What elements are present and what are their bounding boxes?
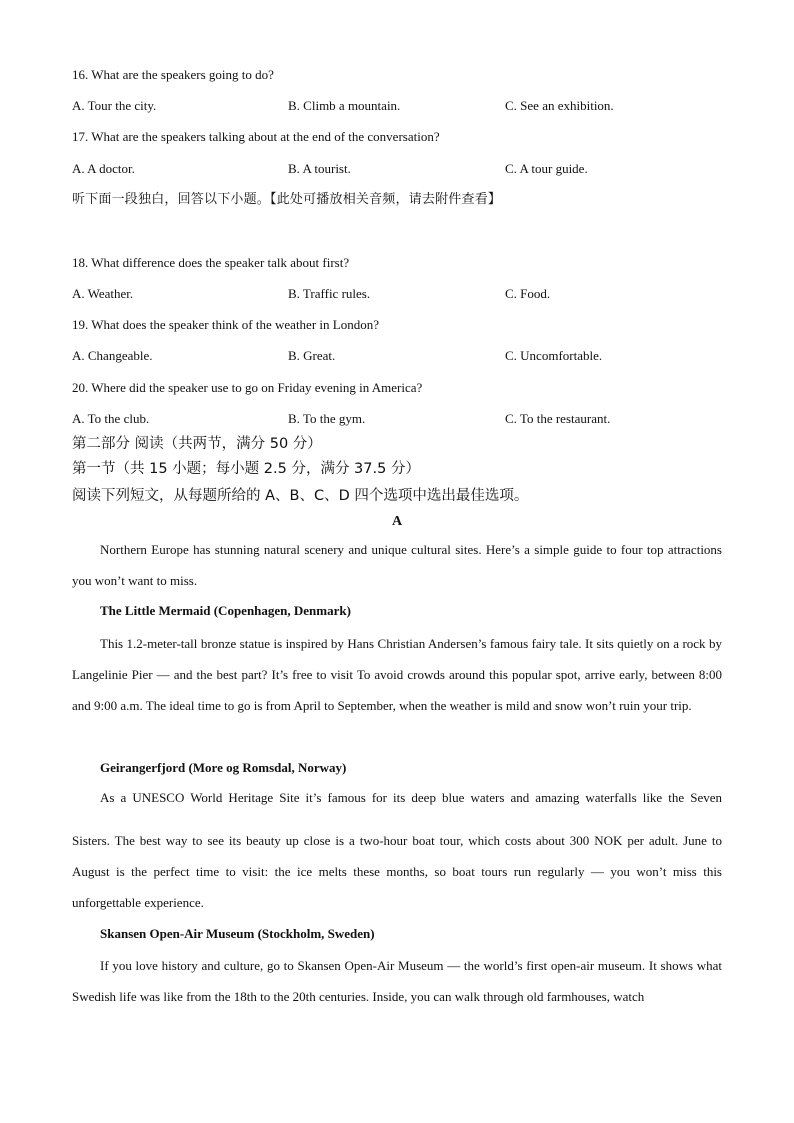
passage-intro: Northern Europe has stunning natural scenery and unique cultural sites. Here’s a simple guide to four top attractions you won’t want to miss. [72, 542, 722, 588]
passage-label: A [391, 514, 403, 529]
attraction-1-text: This 1.2-meter-tall bronze statue is inspired by Hans Christian Andersen’s famous fairy tale. It sits quietly on a rock by Langelinie Pier — and the best part? It’s free to visit To avoid crowds around this popular spot, arrive early, between 8:00 and 9:00 a.m. The ideal time to go is from April to September, when the weather is mild and snow won’t ruin your trip. [72, 636, 722, 713]
option-a: A. A doctor. [72, 161, 135, 176]
monologue-instruction: 听下面一段独白，回答以下小题。【此处可播放相关音频，请去附件查看】 [72, 192, 502, 207]
question-19-stem: 19. What does the speaker think of the weather in London? [72, 317, 379, 332]
option-b: B. Climb a mountain. [288, 98, 401, 113]
attraction-3-text: If you love history and culture, go to Skansen Open-Air Museum — the world’s first open-air museum. It shows what Swedish life was like from the 18th to the 20th centuries. Inside, you can walk through old farmhouses, watch [72, 958, 722, 1004]
option-c: C. A tour guide. [505, 161, 588, 176]
option-b: B. A tourist. [288, 161, 351, 176]
reading-instruction: 阅读下列短文，从每题所给的 A、B、C、D 四个选项中选出最佳选项。 [72, 488, 529, 504]
option-b: B. To the gym. [288, 411, 366, 426]
option-c: C. Food. [505, 286, 551, 301]
question-17-options [72, 161, 732, 177]
option-a: A. Tour the city. [72, 98, 157, 113]
question-17-stem: 17. What are the speakers talking about at the end of the conversation? [72, 129, 440, 144]
question-16-stem: 16. What are the speakers going to do? [72, 67, 274, 82]
question-20-options [72, 411, 732, 427]
attraction-1-heading: The Little Mermaid (Copenhagen, Denmark) [100, 603, 351, 618]
attraction-3-heading: Skansen Open-Air Museum (Stockholm, Sweden) [100, 926, 375, 941]
option-b: B. Great. [288, 348, 336, 363]
attraction-2-heading: Geirangerfjord (More og Romsdal, Norway) [100, 760, 347, 775]
question-20-stem: 20. Where did the speaker use to go on Friday evening in America? [72, 380, 423, 395]
option-a: A. Changeable. [72, 348, 153, 363]
option-a: A. To the club. [72, 411, 150, 426]
attraction-2-first-line: As a UNESCO World Heritage Site it’s famous for its deep blue waters and amazing waterfalls like the Seven [100, 790, 722, 805]
option-c: C. See an exhibition. [505, 98, 614, 113]
question-19-options [72, 348, 732, 364]
option-b: B. Traffic rules. [288, 286, 371, 301]
question-18-stem: 18. What difference does the speaker talk about first? [72, 255, 350, 270]
option-c: C. Uncomfortable. [505, 348, 603, 363]
option-a: A. Weather. [72, 286, 134, 301]
question-16-options [72, 98, 732, 114]
section1-title: 第一节（共 15 小题；每小题 2.5 分，满分 37.5 分） [72, 461, 420, 477]
attraction-2-text: Sisters. The best way to see its beauty up close is a two-hour boat tour, which costs about 300 NOK per adult. June to August is the perfect time to visit: the ice melts these months, so boat tours run regularly — you won’t miss this unforgettable experience. [72, 833, 722, 910]
option-c: C. To the restaurant. [505, 411, 611, 426]
question-18-options [72, 286, 732, 302]
part2-title: 第二部分 阅读（共两节，满分 50 分） [72, 436, 322, 452]
